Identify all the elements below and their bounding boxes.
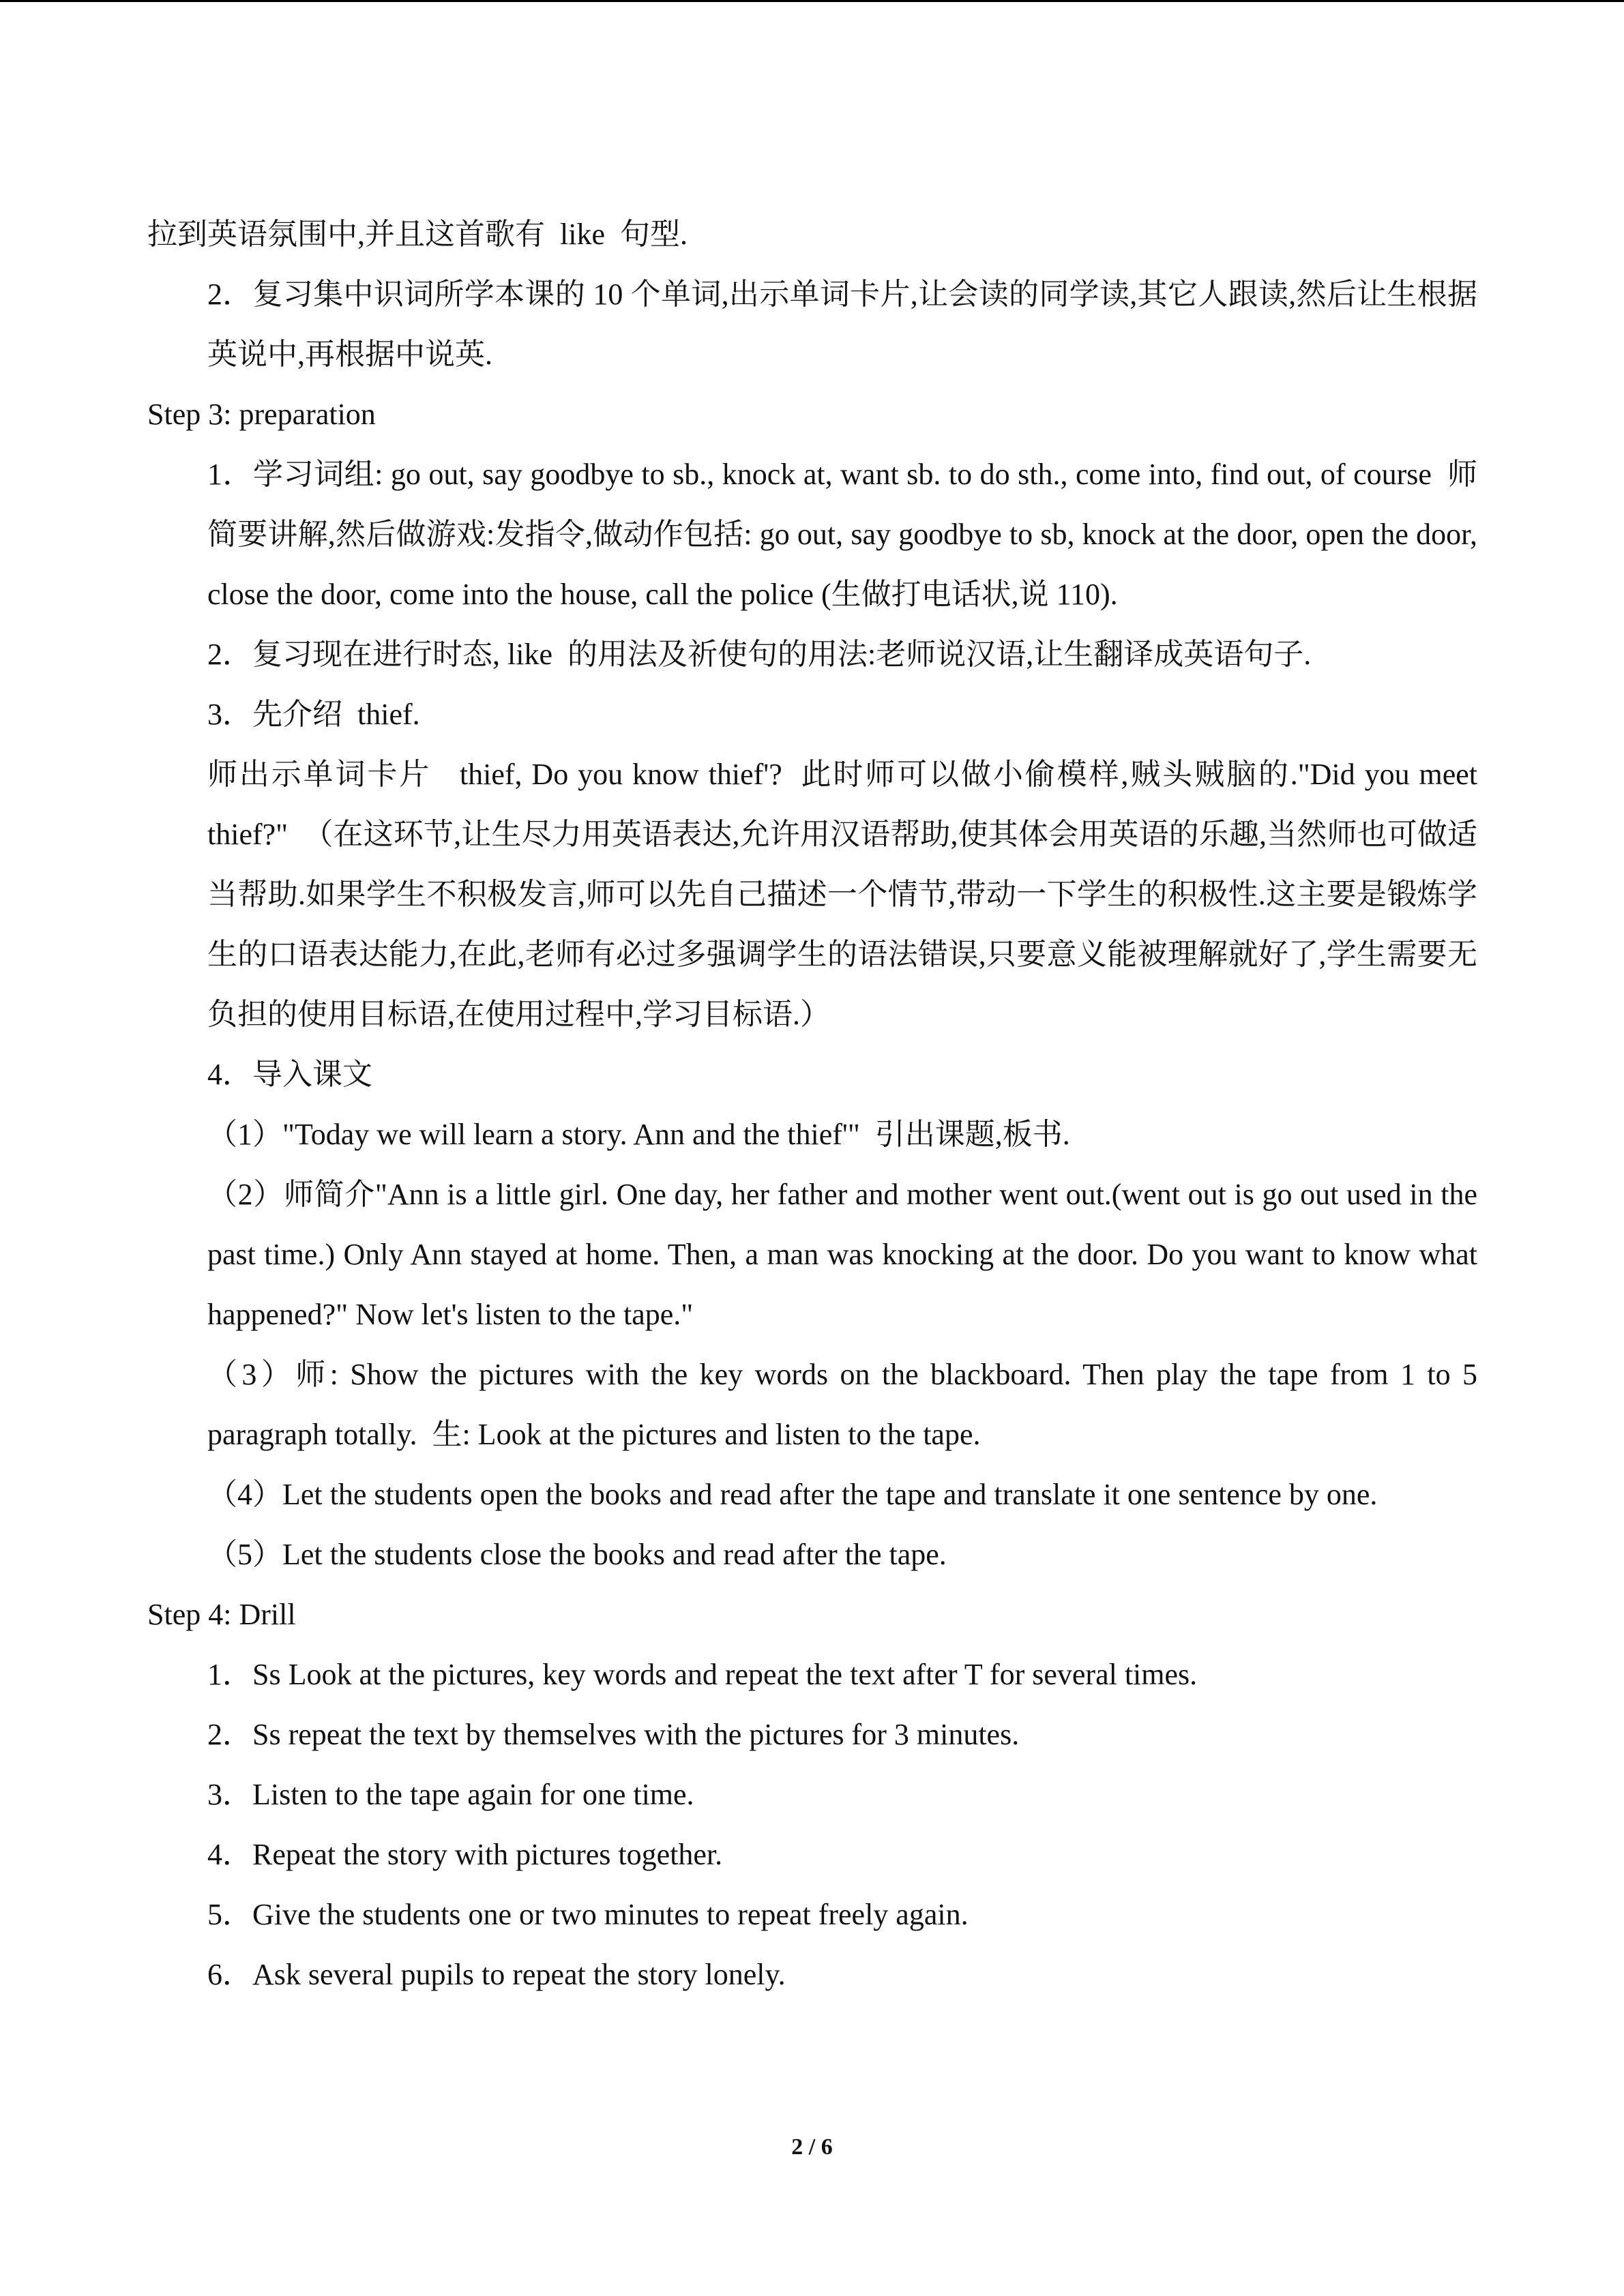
drill-item-5: 5．Give the students one or two minutes to repeat freely again. [207, 1898, 969, 1931]
paragraph-12: （4）Let the students open the books and read after the tape and translate it one sentence by one. [207, 1478, 1378, 1511]
paragraph-10: （2）师简介"Ann is a little girl. One day, her father and mother went out.(went out is go out used in the past time.) Only Ann stayed at home. Then, a man was knocking at the door. Do you want to know what happened?" Now let's listen to the tape." [207, 1178, 1485, 1331]
page-number: 2 / 6 [791, 2134, 833, 2160]
paragraph-4: 1．学习词组: go out, say goodbye to sb., knock at, want sb. to do sth., come into, find out, of course 师简要讲解,然后做游戏:发指令,做动作包括: go out, say goodbye to sb, knock at the door, open the door, close the door, come into the house, call the police (生做打电话状,说 110). [207, 458, 1485, 611]
drill-item-1: 1．Ss Look at the pictures, key words and repeat the text after T for several times. [207, 1658, 1198, 1691]
paragraph-9: （1）"Today we will learn a story. Ann and the thief'" 引出课题,板书. [207, 1118, 1070, 1151]
paragraph-1: 拉到英语氛围中,并且这首歌有 like 句型. [147, 218, 688, 251]
drill-item-6: 6．Ask several pupils to repeat the story lonely. [207, 1958, 786, 1991]
drill-item-3: 3．Listen to the tape again for one time. [207, 1778, 694, 1811]
step-3-heading: Step 3: preparation [147, 398, 376, 431]
paragraph-6: 3．先介绍 thief. [207, 698, 420, 731]
paragraph-5: 2．复习现在进行时态, like 的用法及祈使句的用法:老师说汉语,让生翻译成英语句子. [207, 638, 1312, 671]
drill-item-2: 2．Ss repeat the text by themselves with the pictures for 3 minutes. [207, 1718, 1020, 1751]
document-body [147, 205, 1485, 2005]
paragraph-2: 2．复习集中识词所学本课的 10 个单词,出示单词卡片,让会读的同学读,其它人跟读,然后让生根据英说中,再根据中说英. [207, 278, 1477, 371]
paragraph-7: 师出示单词卡片 thief, Do you know thief'? 此时师可以做小偷模样,贼头贼脑的."Did you meet thief?" （在这环节,让生尽力用英语表达,允许用汉语帮助,使其体会用英语的乐趣,当然师也可做适当帮助.如果学生不积极发言,师可以先自己描述一个情节,带动一下学生的积极性.这主要是锻炼学生的口语表达能力,在此,老师有必过多强调学生的语法错误,只要意义能被理解就好了,学生需要无负担的使用目标语,在使用过程中,学习目标语.） [207, 758, 1485, 1031]
paragraph-8: 4．导入课文 [207, 1058, 372, 1091]
paragraph-11: （3）师: Show the pictures with the key words on the blackboard. Then play the tape from 1 to 5 paragraph totally. 生: Look at the pictures and listen to the tape. [207, 1358, 1485, 1451]
drill-item-4: 4．Repeat the story with pictures together. [207, 1838, 723, 1871]
step-4-heading: Step 4: Drill [147, 1598, 296, 1631]
paragraph-13: （5）Let the students close the books and read after the tape. [207, 1538, 947, 1571]
top-border-line [0, 0, 1624, 2]
